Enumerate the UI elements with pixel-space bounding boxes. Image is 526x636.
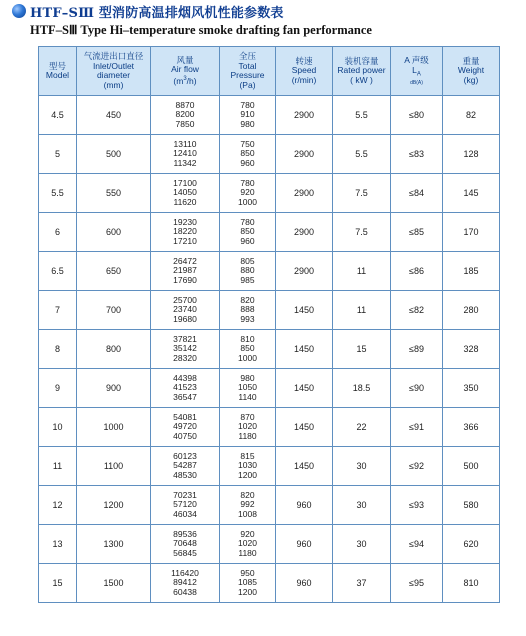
cell-model: 15 — [39, 564, 77, 603]
page-header — [12, 2, 512, 42]
cell-diameter: 1100 — [77, 447, 151, 486]
cell-airflow — [151, 174, 220, 213]
pressure-value: 780 — [240, 177, 255, 188]
cell-diameter: 550 — [77, 174, 151, 213]
airflow-value: 11620 — [173, 196, 197, 207]
airflow-value: 49720 — [173, 421, 197, 432]
cell-airflow — [151, 486, 220, 525]
pressure-value: 1008 — [238, 508, 257, 519]
cell-pressure — [220, 330, 276, 369]
table-row — [39, 330, 500, 369]
cell-weight: 82 — [443, 96, 500, 135]
cell-weight: 366 — [443, 408, 500, 447]
cell-pressure — [220, 213, 276, 252]
airflow-value: 8200 — [175, 109, 195, 120]
cell-pressure — [220, 486, 276, 525]
table-row — [39, 369, 500, 408]
cell-noise: ≤89 — [391, 330, 443, 369]
pressure-value: 1000 — [238, 352, 257, 363]
cell-airflow — [151, 135, 220, 174]
cell-model: 6 — [39, 213, 77, 252]
cell-model: 5 — [39, 135, 77, 174]
airflow-value: 13110 — [173, 138, 197, 149]
col-header-model: 型号 Model — [39, 47, 77, 96]
airflow-value: 14050 — [173, 187, 197, 198]
pressure-value: 1085 — [238, 577, 257, 588]
cell-model: 8 — [39, 330, 77, 369]
cell-airflow — [151, 564, 220, 603]
cell-diameter: 1000 — [77, 408, 151, 447]
cell-airflow — [151, 252, 220, 291]
pressure-value: 810 — [240, 333, 255, 344]
cell-power: 7.5 — [333, 174, 391, 213]
cell-speed: 960 — [276, 525, 333, 564]
cell-pressure — [220, 369, 276, 408]
airflow-value: 12410 — [173, 148, 197, 159]
table-row — [39, 174, 500, 213]
cell-diameter: 900 — [77, 369, 151, 408]
pressure-value: 850 — [240, 148, 255, 159]
cell-airflow — [151, 291, 220, 330]
cell-model: 11 — [39, 447, 77, 486]
airflow-value: 28320 — [173, 352, 197, 363]
pressure-value: 780 — [240, 99, 255, 110]
pressure-value: 1180 — [238, 430, 257, 441]
cell-speed: 960 — [276, 486, 333, 525]
title-english: HTF–SⅢ Type Hi–temperature smoke drafting fan performance — [30, 23, 372, 37]
cell-noise: ≤90 — [391, 369, 443, 408]
airflow-value: 89536 — [173, 528, 197, 539]
cell-weight: 170 — [443, 213, 500, 252]
cell-pressure — [220, 525, 276, 564]
cell-pressure — [220, 408, 276, 447]
cell-airflow — [151, 525, 220, 564]
cell-power: 5.5 — [333, 135, 391, 174]
cell-power: 30 — [333, 525, 391, 564]
cell-noise: ≤85 — [391, 213, 443, 252]
pressure-value: 920 — [240, 187, 255, 198]
cell-pressure — [220, 96, 276, 135]
performance-table — [38, 46, 500, 603]
cell-weight: 350 — [443, 369, 500, 408]
table-row — [39, 291, 500, 330]
airflow-value: 41523 — [173, 382, 197, 393]
table-row — [39, 96, 500, 135]
cell-diameter: 650 — [77, 252, 151, 291]
airflow-value: 116420 — [171, 567, 199, 578]
cell-model: 10 — [39, 408, 77, 447]
airflow-value: 25700 — [173, 294, 197, 305]
cell-noise: ≤94 — [391, 525, 443, 564]
cell-speed: 960 — [276, 564, 333, 603]
airflow-value: 54081 — [173, 411, 197, 422]
cell-noise: ≤92 — [391, 447, 443, 486]
cell-model: 13 — [39, 525, 77, 564]
pressure-value: 960 — [240, 235, 255, 246]
airflow-value: 18220 — [173, 226, 197, 237]
cell-weight: 810 — [443, 564, 500, 603]
cell-diameter: 450 — [77, 96, 151, 135]
airflow-value: 36547 — [173, 391, 197, 402]
airflow-value: 37821 — [173, 333, 197, 344]
table-row — [39, 447, 500, 486]
pressure-value: 993 — [240, 313, 255, 324]
table-row — [39, 135, 500, 174]
table-row — [39, 486, 500, 525]
pressure-value: 1050 — [238, 382, 257, 393]
cell-pressure — [220, 135, 276, 174]
cell-power: 37 — [333, 564, 391, 603]
airflow-value: 17210 — [173, 235, 197, 246]
cell-weight: 185 — [443, 252, 500, 291]
cell-weight: 280 — [443, 291, 500, 330]
cell-model: 9 — [39, 369, 77, 408]
cell-diameter: 800 — [77, 330, 151, 369]
cell-airflow — [151, 330, 220, 369]
cell-weight: 620 — [443, 525, 500, 564]
col-header-power: 装机容量 Rated power ( kW ) — [333, 47, 391, 96]
pressure-value: 1000 — [238, 196, 257, 207]
airflow-value: 70648 — [173, 538, 197, 549]
cell-pressure — [220, 564, 276, 603]
cell-weight: 145 — [443, 174, 500, 213]
cell-weight: 580 — [443, 486, 500, 525]
pressure-value: 992 — [240, 499, 255, 510]
airflow-value: 44398 — [173, 372, 197, 383]
col-header-pressure: 全压 Total Pressure (Pa) — [220, 47, 276, 96]
cell-power: 30 — [333, 447, 391, 486]
cell-diameter: 600 — [77, 213, 151, 252]
pressure-value: 980 — [240, 118, 255, 129]
cell-speed: 2900 — [276, 252, 333, 291]
header-row — [39, 47, 500, 96]
cell-weight: 328 — [443, 330, 500, 369]
airflow-value: 48530 — [173, 469, 197, 480]
cell-model: 5.5 — [39, 174, 77, 213]
airflow-value: 21987 — [173, 265, 197, 276]
cell-weight: 500 — [443, 447, 500, 486]
airflow-value: 89412 — [173, 577, 197, 588]
airflow-value: 60123 — [173, 450, 197, 461]
cell-power: 11 — [333, 252, 391, 291]
pressure-value: 805 — [240, 255, 255, 266]
pressure-value: 920 — [240, 528, 255, 539]
pressure-value: 815 — [240, 450, 255, 461]
pressure-value: 880 — [240, 265, 255, 276]
cell-power: 22 — [333, 408, 391, 447]
cell-airflow — [151, 408, 220, 447]
pressure-value: 910 — [240, 109, 255, 120]
cell-noise: ≤91 — [391, 408, 443, 447]
airflow-value: 19680 — [173, 313, 197, 324]
table-row — [39, 252, 500, 291]
airflow-value: 19230 — [173, 216, 197, 227]
pressure-value: 950 — [240, 567, 255, 578]
pressure-value: 1200 — [238, 586, 257, 597]
title-chinese: HTF–SⅢ 型消防高温排烟风机性能参数表 — [30, 6, 284, 21]
pressure-value: 980 — [240, 372, 255, 383]
airflow-value: 11342 — [173, 157, 197, 168]
cell-diameter: 700 — [77, 291, 151, 330]
cell-noise: ≤82 — [391, 291, 443, 330]
col-header-diameter: 气流进出口直径 Inlet/Outlet diameter (mm) — [77, 47, 151, 96]
cell-speed: 1450 — [276, 291, 333, 330]
col-header-noise: A 声级 $L_A$ dB(A) — [391, 47, 443, 96]
pressure-value: 985 — [240, 274, 255, 285]
cell-speed: 2900 — [276, 174, 333, 213]
table-row — [39, 525, 500, 564]
airflow-value: 8870 — [175, 99, 195, 110]
cell-diameter: 1300 — [77, 525, 151, 564]
cell-model: 4.5 — [39, 96, 77, 135]
cell-pressure — [220, 291, 276, 330]
cell-power: 7.5 — [333, 213, 391, 252]
pressure-value: 780 — [240, 216, 255, 227]
pressure-value: 960 — [240, 157, 255, 168]
airflow-value: 56845 — [173, 547, 197, 558]
airflow-value: 46034 — [173, 508, 197, 519]
airflow-value: 35142 — [173, 343, 197, 354]
pressure-value: 850 — [240, 226, 255, 237]
cell-diameter: 1200 — [77, 486, 151, 525]
pressure-value: 1030 — [238, 460, 257, 471]
cell-speed: 1450 — [276, 330, 333, 369]
cell-airflow — [151, 213, 220, 252]
pressure-value: 888 — [240, 304, 255, 315]
cell-noise: ≤93 — [391, 486, 443, 525]
airflow-value: 17690 — [173, 274, 197, 285]
pressure-value: 820 — [240, 489, 255, 500]
cell-power: 18.5 — [333, 369, 391, 408]
airflow-value: 26472 — [173, 255, 197, 266]
cell-speed: 2900 — [276, 213, 333, 252]
cell-model: 6.5 — [39, 252, 77, 291]
cell-airflow — [151, 96, 220, 135]
pressure-value: 820 — [240, 294, 255, 305]
airflow-value: 40750 — [173, 430, 197, 441]
cell-speed: 2900 — [276, 135, 333, 174]
pressure-value: 1180 — [238, 547, 257, 558]
cell-power: 5.5 — [333, 96, 391, 135]
airflow-value: 70231 — [173, 489, 197, 500]
pressure-value: 750 — [240, 138, 255, 149]
cell-pressure — [220, 252, 276, 291]
pressure-value: 870 — [240, 411, 255, 422]
cell-diameter: 1500 — [77, 564, 151, 603]
pressure-value: 1140 — [238, 391, 257, 402]
pressure-value: 1020 — [238, 421, 257, 432]
col-header-weight: 重量 Weight (kg) — [443, 47, 500, 96]
airflow-value: 57120 — [173, 499, 197, 510]
cell-power: 15 — [333, 330, 391, 369]
table-row — [39, 564, 500, 603]
col-header-airflow: 风量 Air flow $(m^3/h)$ — [151, 47, 220, 96]
cell-model: 7 — [39, 291, 77, 330]
cell-noise: ≤86 — [391, 252, 443, 291]
airflow-value: 23740 — [173, 304, 197, 315]
cell-power: 11 — [333, 291, 391, 330]
cell-airflow — [151, 447, 220, 486]
pressure-value: 1200 — [238, 469, 257, 480]
cell-power: 30 — [333, 486, 391, 525]
cell-diameter: 500 — [77, 135, 151, 174]
table-body — [39, 96, 500, 603]
pressure-value: 850 — [240, 343, 255, 354]
cell-speed: 2900 — [276, 96, 333, 135]
table-row — [39, 213, 500, 252]
airflow-value: 60438 — [173, 586, 197, 597]
cell-model: 12 — [39, 486, 77, 525]
airflow-value: 54287 — [173, 460, 197, 471]
performance-table-container — [38, 46, 499, 603]
cell-noise: ≤95 — [391, 564, 443, 603]
bullet-icon — [12, 4, 26, 18]
cell-pressure — [220, 447, 276, 486]
table-row — [39, 408, 500, 447]
cell-speed: 1450 — [276, 369, 333, 408]
cell-noise: ≤84 — [391, 174, 443, 213]
cell-airflow — [151, 369, 220, 408]
col-header-speed: 转速 Speed (r/min) — [276, 47, 333, 96]
cell-weight: 128 — [443, 135, 500, 174]
cell-pressure — [220, 174, 276, 213]
cell-speed: 1450 — [276, 447, 333, 486]
cell-noise: ≤80 — [391, 96, 443, 135]
cell-noise: ≤83 — [391, 135, 443, 174]
pressure-value: 1020 — [238, 538, 257, 549]
cell-speed: 1450 — [276, 408, 333, 447]
airflow-value: 17100 — [173, 177, 197, 188]
airflow-value: 7850 — [175, 118, 195, 129]
